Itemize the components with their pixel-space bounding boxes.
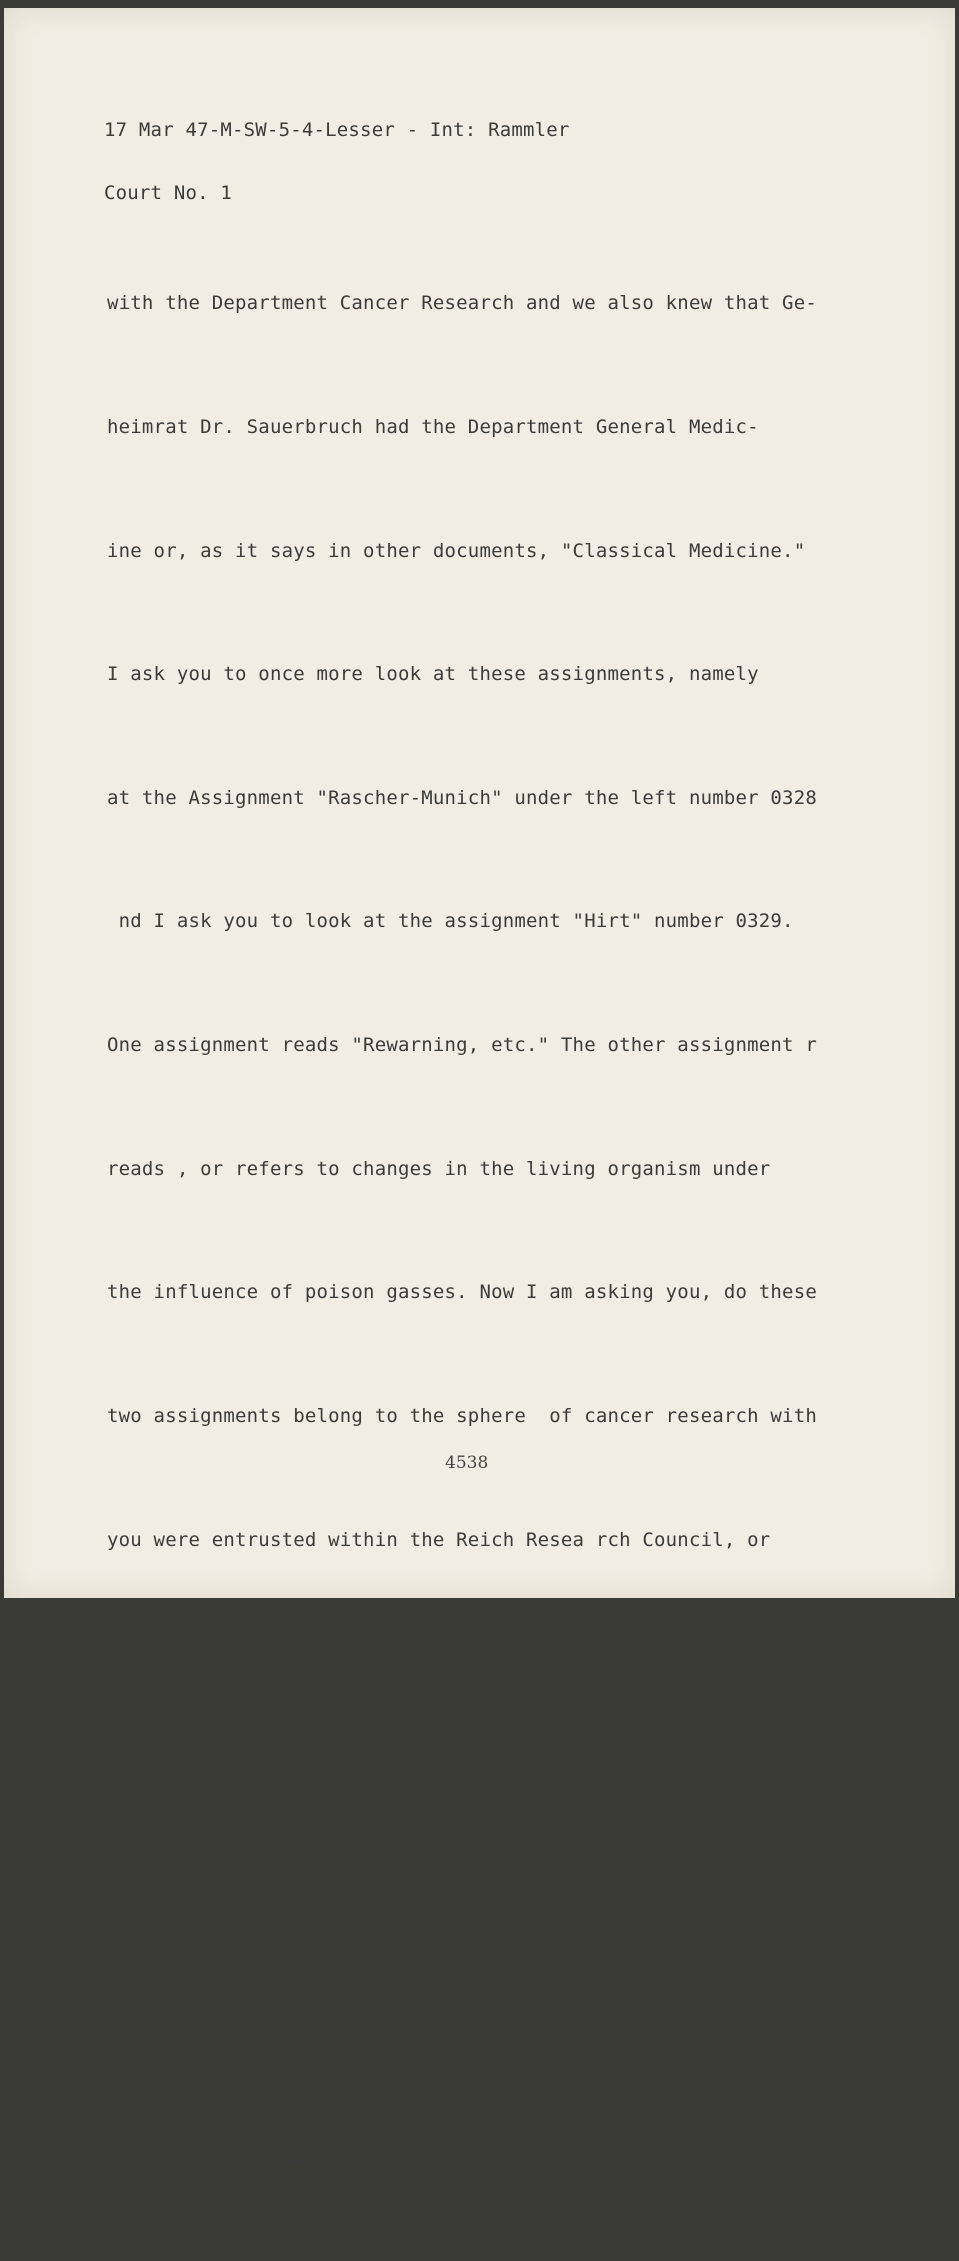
body-line: I ask you to once more look at these assignments, namely	[107, 663, 759, 686]
transcript-body	[107, 201, 829, 2261]
body-line: One assignment reads "Rewarning, etc." The other assignment r	[107, 1034, 817, 1057]
body-line: heimrat Dr. Sauerbruch had the Department General Medic-	[107, 416, 759, 439]
document-page	[4, 8, 955, 2169]
body-line: the influence of poison gasses. Now I am asking you, do these	[107, 1281, 817, 1304]
body-line: an error wa s made in the entries.	[107, 2146, 503, 2169]
body-line: clearly because from that the conclusion may be drawn whether	[107, 2022, 817, 2045]
body-line: with which Geheimrat Sauerbruch was entrusted as the de-	[107, 1775, 759, 1798]
body-line: do they belong to the sphere of general or classical medicine	[107, 1652, 829, 1675]
body-line: reads , or refers to changes in the living organism under	[107, 1157, 771, 1180]
body-line: at the Assignment "Rascher-Munich" under the left number 0328	[107, 786, 817, 809]
body-line: ine or, as it says in other documents, "Classical Medicine."	[107, 539, 806, 562]
body-line: nd I ask you to look at the assignment "Hirt" number 0329.	[107, 910, 794, 933]
body-line: partmental head? I ask you to answer this question very	[107, 1899, 748, 1922]
header-court-line: Court No. 1	[104, 182, 233, 204]
body-line: with the Department Cancer Research and we also knew that Ge-	[107, 292, 817, 315]
body-line: you were entrusted within the Reich Resea rch Council, or	[107, 1528, 771, 1551]
header-session-line: 17 Mar 47-M-SW-5-4-Lesser - Int: Rammler	[104, 119, 570, 141]
page-number: 4538	[445, 1453, 489, 1473]
body-line: two assignments belong to the sphere of cancer research with	[107, 1404, 817, 1427]
